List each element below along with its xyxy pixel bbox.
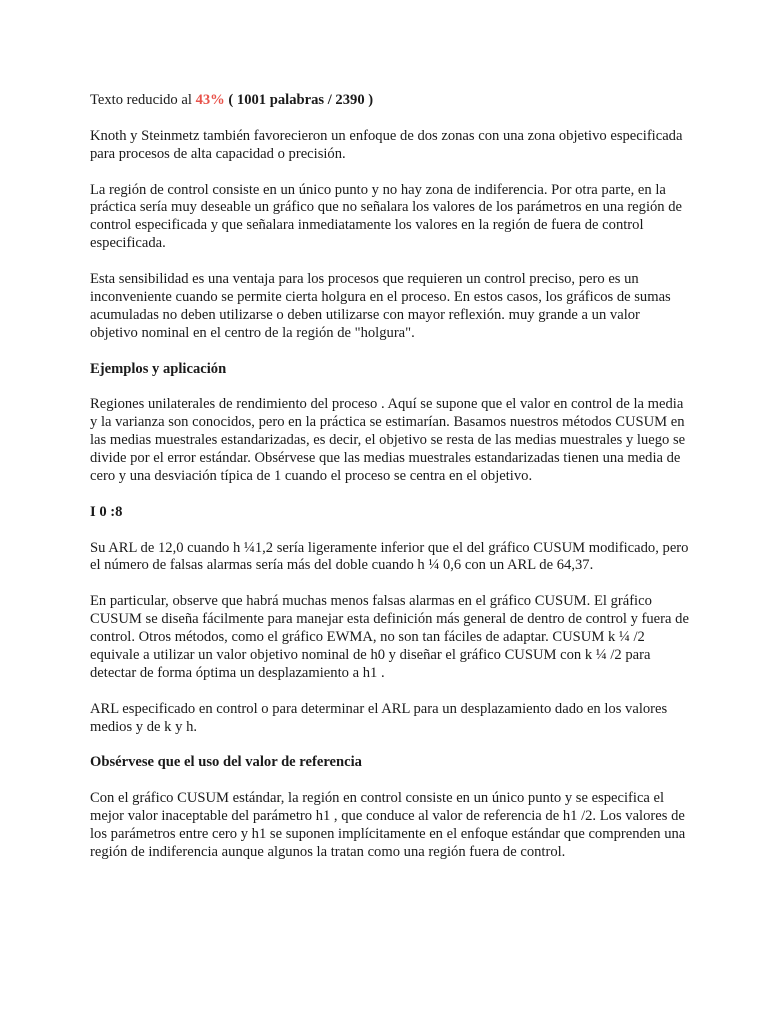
reduction-prefix: Texto reducido al: [90, 92, 196, 108]
reduction-summary: [90, 92, 690, 110]
paragraph-4: Regiones unilaterales de rendimiento del proceso . Aquí se supone que el valor en control de la media y la varianza son conocidos, pero en la práctica se estimarían. Basamos nuestros métodos CUSUM en las medias muestrales estandarizadas, es decir, el objetivo se resta de las medias muestrales y luego se divide por el error estándar. Obsérvese que las medias muestrales estandarizadas tienen una media de cero y una desviación típica de 1 cuando el proceso se centra en el objetivo.: [90, 396, 686, 484]
paragraph-1: Knoth y Steinmetz también favorecieron un enfoque de dos zonas con una zona objetivo especificada para procesos de alta capacidad o precisión.: [90, 127, 683, 162]
paragraph-3: Esta sensibilidad es una ventaja para los procesos que requieren un control preciso, pero es un inconveniente cuando se permite cierta holgura en el proceso. En estos casos, los gráficos de sumas acumuladas no deben utilizarse o deben utilizarse con mayor reflexión. muy grande a un valor objetivo nominal en el centro de la región de "holgura".: [90, 271, 671, 341]
word-counts: ( 1001 palabras / 2390 ): [224, 92, 374, 108]
paragraph-7: ARL especificado en control o para determinar el ARL para un desplazamiento dado en los valores medios y de k y h.: [90, 700, 668, 735]
paragraph-8: Con el gráfico CUSUM estándar, la región en control consiste en un único punto y se especifica el mejor valor inaceptable del parámetro h1 , que conduce al valor de referencia de h1 /2. Los valores de los parámetros entre cero y h1 se suponen implícitamente en el enfoque estándar que comprenden una región de indiferencia aunque algunos la tratan como una región fuera de control.: [90, 790, 686, 860]
section-heading-examples: Ejemplos y aplicación: [90, 360, 227, 377]
paragraph-2: La región de control consiste en un único punto y no hay zona de indiferencia. Por otra parte, en la práctica sería muy deseable un gráfico que no señalara los valores de los parámetros en una región de control especificada y que señalara inmediatamente los valores en la región de fuera de control especificada.: [90, 181, 683, 252]
reduction-percent: 43%: [195, 92, 225, 108]
section-heading-i08: I 0 :8: [90, 503, 123, 520]
section-heading-reference: Obsérvese que el uso del valor de referencia: [90, 754, 362, 771]
paragraph-5: Su ARL de 12,0 cuando h ¼1,2 sería ligeramente inferior que el del gráfico CUSUM modificado, pero el número de falsas alarmas sería más del doble cuando h ¼ 0,6 con un ARL de 64,37.: [90, 539, 689, 574]
paragraph-6: En particular, observe que habrá muchas menos falsas alarmas en el gráfico CUSUM. El gráfico CUSUM se diseña fácilmente para manejar esta definición más general de dentro de control y fuera de control. Otros métodos, como el gráfico EWMA, no son tan fáciles de adaptar. CUSUM k ¼ /2 equivale a utilizar un valor objetivo nominal de h0 y diseñar el gráfico CUSUM con k ¼ /2 para detectar de forma óptima un desplazamiento a h1 .: [90, 593, 689, 681]
document-page: [90, 92, 690, 880]
